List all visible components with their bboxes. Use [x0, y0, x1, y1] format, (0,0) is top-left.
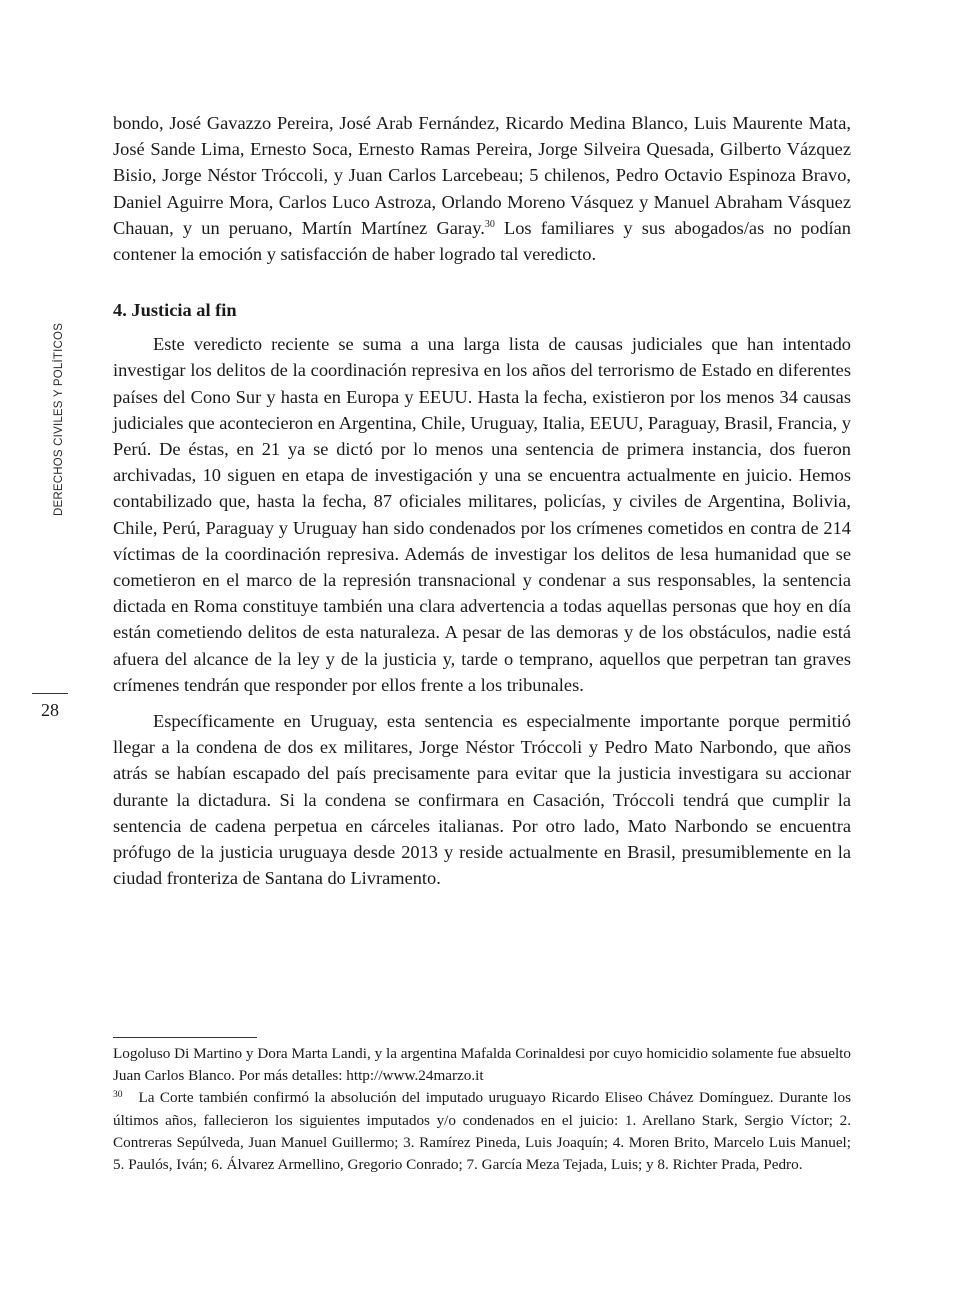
footnote-number: 30	[113, 1090, 123, 1101]
running-section-title: DERECHOS CIVILES Y POLÍTICOS	[53, 322, 65, 516]
footnote-30	[113, 1087, 851, 1176]
paragraph-verdict-context: Este veredicto reciente se suma a una larga lista de causas judiciales que han intentado investigar los delitos de la coordinación represiva en los años del terrorismo de Estado en diferentes países del Cono Sur y hasta en Europa y EEUU. Hasta la fecha, existieron por los menos 34 causas judiciales que acontecieron en Argentina, Chile, Uruguay, Italia, EEUU, Paraguay, Brasil, Francia, y Perú. De éstas, en 21 ya se dictó por lo menos una sentencia de primera instancia, dos fueron archivadas, 10 siguen en etapa de investigación y una se encuentra actualmente en juicio. Hemos contabilizado que, hasta la fecha, 87 oficiales militares, policías, y civiles de Argentina, Bolivia, Chile, Perú, Paraguay y Uruguay han sido condenados por los crímenes cometidos en contra de 214 víctimas de la coordinación represiva. Además de investigar los delitos de lesa humanidad que se cometieron en el marco de la represión transnacional y condenar a sus responsables, la sentencia dictada en Roma constituye también una clara advertencia a todas aquellas personas que hoy en día están cometiendo delitos de esta naturaleza. A pesar de las demoras y de los obstáculos, nadie está afuera del alcance de la ley y de la justicia y, tarde o temprano, aquellos que perpetran tan graves crímenes tendrán que responder por ellos frente a los tribunales.	[113, 334, 851, 695]
body-text	[113, 110, 851, 891]
section-heading: 4. Justicia al fin	[113, 300, 237, 321]
page-number: 28	[41, 700, 59, 720]
paragraph-continued-text: bondo, José Gavazzo Pereira, José Arab Fernández, Ricardo Medina Blanco, Luis Maurente Mata, José Sande Lima, Ernesto Soca, Ernesto Ramas Pereira, Jorge Silveira Quesada, Gilberto Vázquez Bisio, Jorge Néstor Tróccoli, y Juan Carlos Larcebeau; 5 chilenos, Pedro Octavio Espinoza Bravo, Daniel Aguirre Mora, Carlos Luco Astroza, Orlando Moreno Vásquez y Manuel Abraham Vásquez Chauan, y un peruano, Martín Martínez Garay.	[113, 113, 851, 238]
footnotes	[113, 1043, 851, 1176]
page-number-rule	[32, 693, 68, 694]
paragraph-continued	[113, 110, 851, 267]
paragraph-continued-tail: Los familiares y sus abogados/as no podían contener la emoción y satisfacción de haber logrado tal veredicto.	[113, 217, 851, 265]
footnote-continued: Logoluso Di Martino y Dora Marta Landi, y la argentina Mafalda Corinaldesi por cuyo homicidio solamente fue absuelto Juan Carlos Blanco. Por más detalles: http://www.24marzo.it	[113, 1045, 851, 1085]
paragraph-uruguay: Específicamente en Uruguay, esta sentencia es especialmente importante porque permitió llegar a la condena de dos ex militares, Jorge Néstor Tróccoli y Pedro Mato Narbondo, que años atrás se habían escapado del país precisamente para evitar que la justicia investigara su accionar durante la dictadura. Si la condena se confirmara en Casación, Tróccoli tendrá que cumplir la sentencia de cadena perpetua en cárceles italianas. Por otro lado, Mato Narbondo se encuentra prófugo de la justicia uruguaya desde 2013 y reside actualmente en Brasil, presumiblemente en la ciudad fronteriza de Santana do Livramento.	[113, 711, 851, 889]
footnote-reference-30[interactable]: 30	[484, 218, 495, 230]
footnote-separator	[113, 1037, 257, 1038]
footnote-30-text: La Corte también confirmó la absolución del imputado uruguayo Ricardo Eliseo Chávez Domínguez. Durante los últimos años, fallecieron los siguientes imputados y/o condenados en el juicio: 1. Arellano Stark, Sergio Víctor; 2. Contreras Sepúlveda, Juan Manuel Guillermo; 3. Ramírez Pineda, Luis Joaquín; 4. Moren Brito, Marcelo Luis Manuel; 5. Paulós, Iván; 6. Álvarez Armellino, Gregorio Conrado; 7. García Meza Tejada, Luis; y 8. Richter Prada, Pedro.	[113, 1089, 851, 1174]
